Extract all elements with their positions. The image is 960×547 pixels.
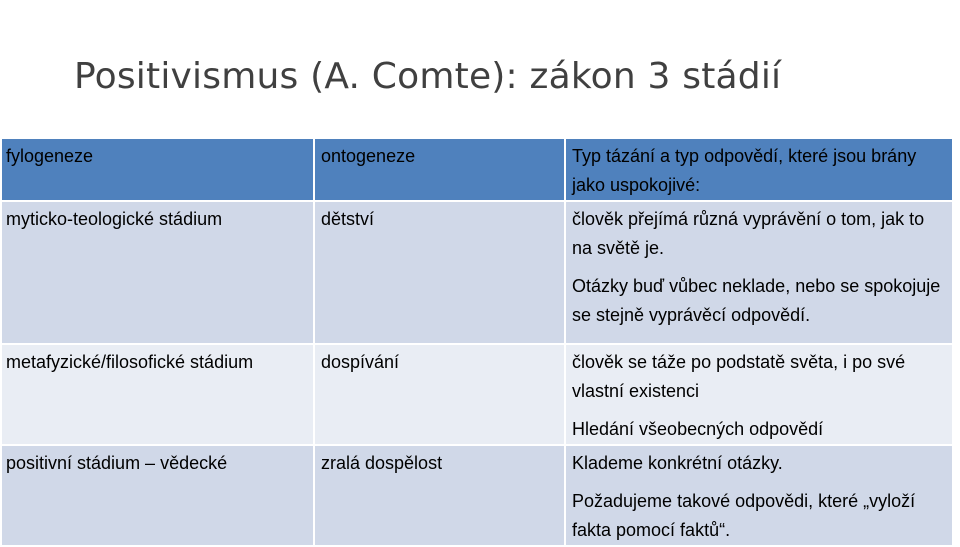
description-cell	[565, 201, 953, 344]
table-row	[1, 344, 953, 445]
stage-cell: myticko-teologické stádium	[1, 201, 314, 344]
age-cell: zralá dospělost	[314, 445, 565, 546]
header-question-type: Typ tázání a typ odpovědí, které jsou brány jako uspokojivé:	[565, 138, 953, 201]
description-text: Hledání všeobecných odpovědí	[572, 419, 824, 439]
stage-cell: metafyzické/filosofické stádium	[1, 344, 314, 445]
description-text: Požadujeme takové odpovědi, které „vyloží fakta pomocí faktů“.	[572, 491, 916, 540]
description-text: Otázky buď vůbec neklade, nebo se spokojuje se stejně vyprávěcí odpovědí.	[572, 276, 941, 325]
age-cell: dětství	[314, 201, 565, 344]
table-row	[1, 445, 953, 546]
stages-table	[0, 137, 954, 547]
header-ontogeneze: ontogeneze	[314, 138, 565, 201]
table-header-row	[1, 138, 953, 201]
table-row	[1, 201, 953, 344]
age-cell: dospívání	[314, 344, 565, 445]
header-fylogeneze: fylogeneze	[1, 138, 314, 201]
description-cell	[565, 344, 953, 445]
description-text: člověk přejímá různá vyprávění o tom, jak to na světě je.	[572, 209, 925, 258]
description-cell	[565, 445, 953, 546]
description-text: člověk se táže po podstatě světa, i po své vlastní existenci	[572, 352, 906, 401]
slide-title: Positivismus (A. Comte): zákon 3 stádií	[74, 56, 782, 97]
description-text: Klademe konkrétní otázky.	[572, 453, 783, 473]
stage-cell: positivní stádium – vědecké	[1, 445, 314, 546]
